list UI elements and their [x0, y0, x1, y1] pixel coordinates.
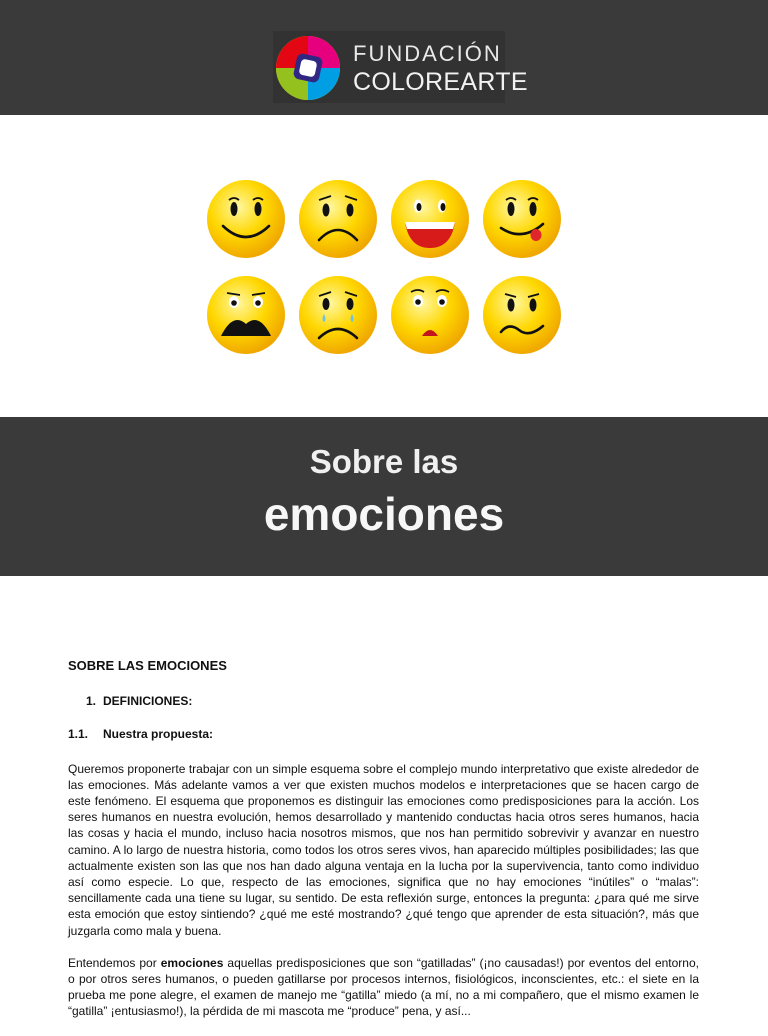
scared-face-icon	[205, 274, 287, 356]
paragraph-1: Queremos proponerte trabajar con un simple esquema sobre el complejo mundo interpretativo que existe alrededor de las emociones. Más adelante vamos a ver que existen muchos modelos e interpretaciones que se hacen cargo de este fenómeno. El esquema que proponemos es distinguir las emociones como predisposiciones para la acción. Los seres humanos en nuestra evolución, hemos desarrollado y mantenido conductas hacia otros seres humanos, hacia las cosas y hacia el mundo, incluso hacia nosotros mismos, que nos han permitido sobrevivir y avanzar en nuestro camino. A lo largo de nuestra historia, como todos los otros seres vivos, han aparecido múltiples posibilidades; las que actualmente existen son las que nos han dado alguna ventaja en la lucha por la supervivencia, tanto como individuo así como especie. Lo que, respecto de las emociones, significa que no hay emociones “inútiles” o “malas”: sencillamente cada una tiene su lugar, su sentido. De esta reflexión surge, entonces la pregunta: ¿para qué me sirve esta emoción que estoy sintiendo? ¿qué me esté mostrando? ¿qué tengo que aprender de esta situación?, más que juzgarla como mala y buena.	[68, 761, 699, 938]
document-body	[68, 658, 699, 1036]
sad-face-icon	[297, 178, 379, 260]
title-line-sobre-las: Sobre las	[309, 443, 459, 480]
logo-text-colorearte: COLOREARTE	[353, 68, 528, 96]
surprised-face-icon	[389, 274, 471, 356]
laughing-face-icon	[389, 178, 471, 260]
document-heading: SOBRE LAS EMOCIONES	[68, 658, 227, 673]
crying-face-icon	[297, 274, 379, 356]
paragraph-2-bold-term: emociones	[160, 955, 224, 970]
tongue-out-face-icon	[481, 178, 563, 260]
logo-text-fundacion: FUNDACIÓN	[353, 41, 502, 66]
title-band	[0, 417, 768, 576]
section-number: 1.	[86, 694, 97, 709]
confused-face-icon	[481, 274, 563, 356]
emoji-grid	[205, 178, 565, 358]
paragraph-2	[68, 955, 699, 1020]
subsection-nuestra-propuesta	[68, 726, 699, 742]
header-band	[0, 0, 768, 115]
subsection-number: 1.1.	[68, 727, 89, 742]
subsection-label: Nuestra propuesta:	[103, 727, 214, 742]
paragraph-2-rest: aquellas predisposiciones que son “gatilladas” (¡no causadas!) por eventos del entorno, o por otros seres humanos, o pueden gatillarse por procesos internos, fisiológicos, inconscientes, etc.: el siete en la prueba me pone alegre, el examen de manejo me “gatilla” miedo (a mí, no a mi compañero, que el mismo examen le “gatilla” ¡entusiasmo!), la pérdida de mi mascota me “produce” pena, y así...	[68, 955, 699, 1019]
happy-face-icon	[205, 178, 287, 260]
paragraph-2-start: Entendemos por	[68, 955, 157, 970]
title-line-emociones: emociones	[263, 488, 505, 540]
fundacion-colorearte-logo	[273, 31, 528, 103]
colorearte-logo-mark-icon	[273, 33, 343, 103]
section-label: DEFINICIONES:	[103, 694, 193, 709]
section-definiciones	[86, 693, 699, 709]
